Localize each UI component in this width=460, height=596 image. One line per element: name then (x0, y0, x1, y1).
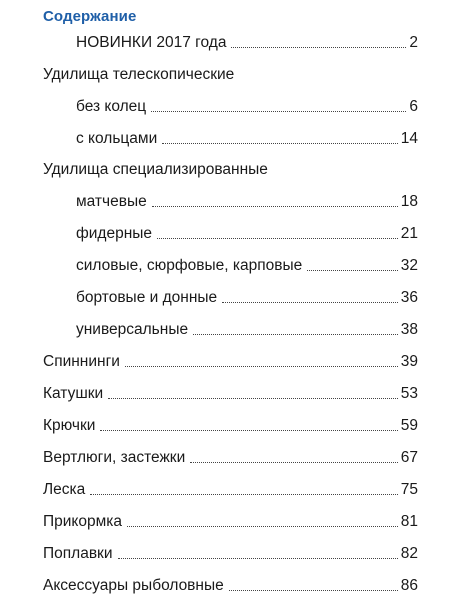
dot-leader (307, 262, 398, 271)
toc-entry-label: фидерные (76, 225, 153, 242)
dot-leader (190, 454, 398, 463)
toc-section-label: Удилища специализированные (43, 161, 268, 178)
dot-leader (193, 326, 398, 335)
dot-leader (127, 518, 398, 527)
toc-title: Содержание (43, 8, 137, 25)
dot-leader (90, 486, 397, 495)
toc-entry-groundbait[interactable] (43, 509, 418, 531)
toc-entry-page: 53 (400, 385, 418, 402)
dot-leader (108, 390, 398, 399)
toc-entry-page: 75 (400, 481, 418, 498)
toc-entry-with-rings[interactable] (76, 126, 418, 148)
toc-entry-universal[interactable] (76, 317, 418, 339)
toc-entry-reels[interactable] (43, 381, 418, 403)
toc-entry-page: 82 (400, 545, 418, 562)
dot-leader (231, 39, 406, 48)
toc-entry-label: НОВИНКИ 2017 года (76, 34, 227, 51)
toc-entry-without-rings[interactable] (76, 94, 418, 116)
toc-entry-label: Прикормка (43, 513, 123, 530)
toc-section-telescopic-rods[interactable] (43, 62, 234, 84)
toc-entry-accessories[interactable] (43, 573, 418, 595)
toc-entry-hooks[interactable] (43, 413, 418, 435)
dot-leader (152, 198, 398, 207)
toc-entry-label: Крючки (43, 417, 96, 434)
toc-entry-label: Катушки (43, 385, 104, 402)
toc-entry-boat-bottom[interactable] (76, 285, 418, 307)
dot-leader (118, 550, 398, 559)
toc-entry-page: 21 (400, 225, 418, 242)
dot-leader (222, 294, 398, 303)
toc-entry-line[interactable] (43, 477, 418, 499)
dot-leader (125, 358, 398, 367)
toc-entry-label: матчевые (76, 193, 147, 210)
dot-leader (157, 230, 398, 239)
toc-entry-page: 6 (409, 98, 418, 115)
toc-entry-page: 2 (409, 34, 418, 51)
toc-entry-label: универсальные (76, 321, 189, 338)
toc-entry-swivels-snaps[interactable] (43, 445, 418, 467)
toc-entry-label: Аксессуары рыболовные (43, 577, 224, 594)
toc-entry-page: 36 (400, 289, 418, 306)
toc-entry-label: бортовые и донные (76, 289, 218, 306)
toc-entry-label: Леска (43, 481, 86, 498)
toc-entry-page: 86 (400, 577, 418, 594)
dot-leader (151, 103, 406, 112)
toc-entry-floats[interactable] (43, 541, 418, 563)
toc-entry-label: с кольцами (76, 130, 158, 147)
toc-entry-label: Спиннинги (43, 353, 120, 370)
toc-entry-label: силовые, сюрфовые, карповые (76, 257, 303, 274)
toc-entry-match[interactable] (76, 189, 418, 211)
toc-entry-page: 81 (400, 513, 418, 530)
toc-entry-label: Вертлюги, застежки (43, 449, 186, 466)
toc-entry-page: 32 (400, 257, 418, 274)
toc-entry-power-surf-carp[interactable] (76, 253, 418, 275)
toc-entry-feeder[interactable] (76, 221, 418, 243)
toc-section-label: Удилища телескопические (43, 66, 235, 83)
toc-entry-page: 39 (400, 353, 418, 370)
toc-entry-page: 67 (400, 449, 418, 466)
toc-entry-page: 14 (400, 130, 418, 147)
toc-entry-novelties[interactable] (76, 30, 418, 52)
toc-entry-label: Поплавки (43, 545, 113, 562)
toc-entry-page: 38 (400, 321, 418, 338)
dot-leader (100, 422, 397, 431)
toc-entry-page: 59 (400, 417, 418, 434)
toc-section-specialized-rods[interactable] (43, 157, 268, 179)
toc-entry-label: без колец (76, 98, 147, 115)
dot-leader (229, 582, 398, 591)
toc-entry-spinning-rods[interactable] (43, 349, 418, 371)
dot-leader (162, 135, 398, 144)
toc-entry-page: 18 (400, 193, 418, 210)
